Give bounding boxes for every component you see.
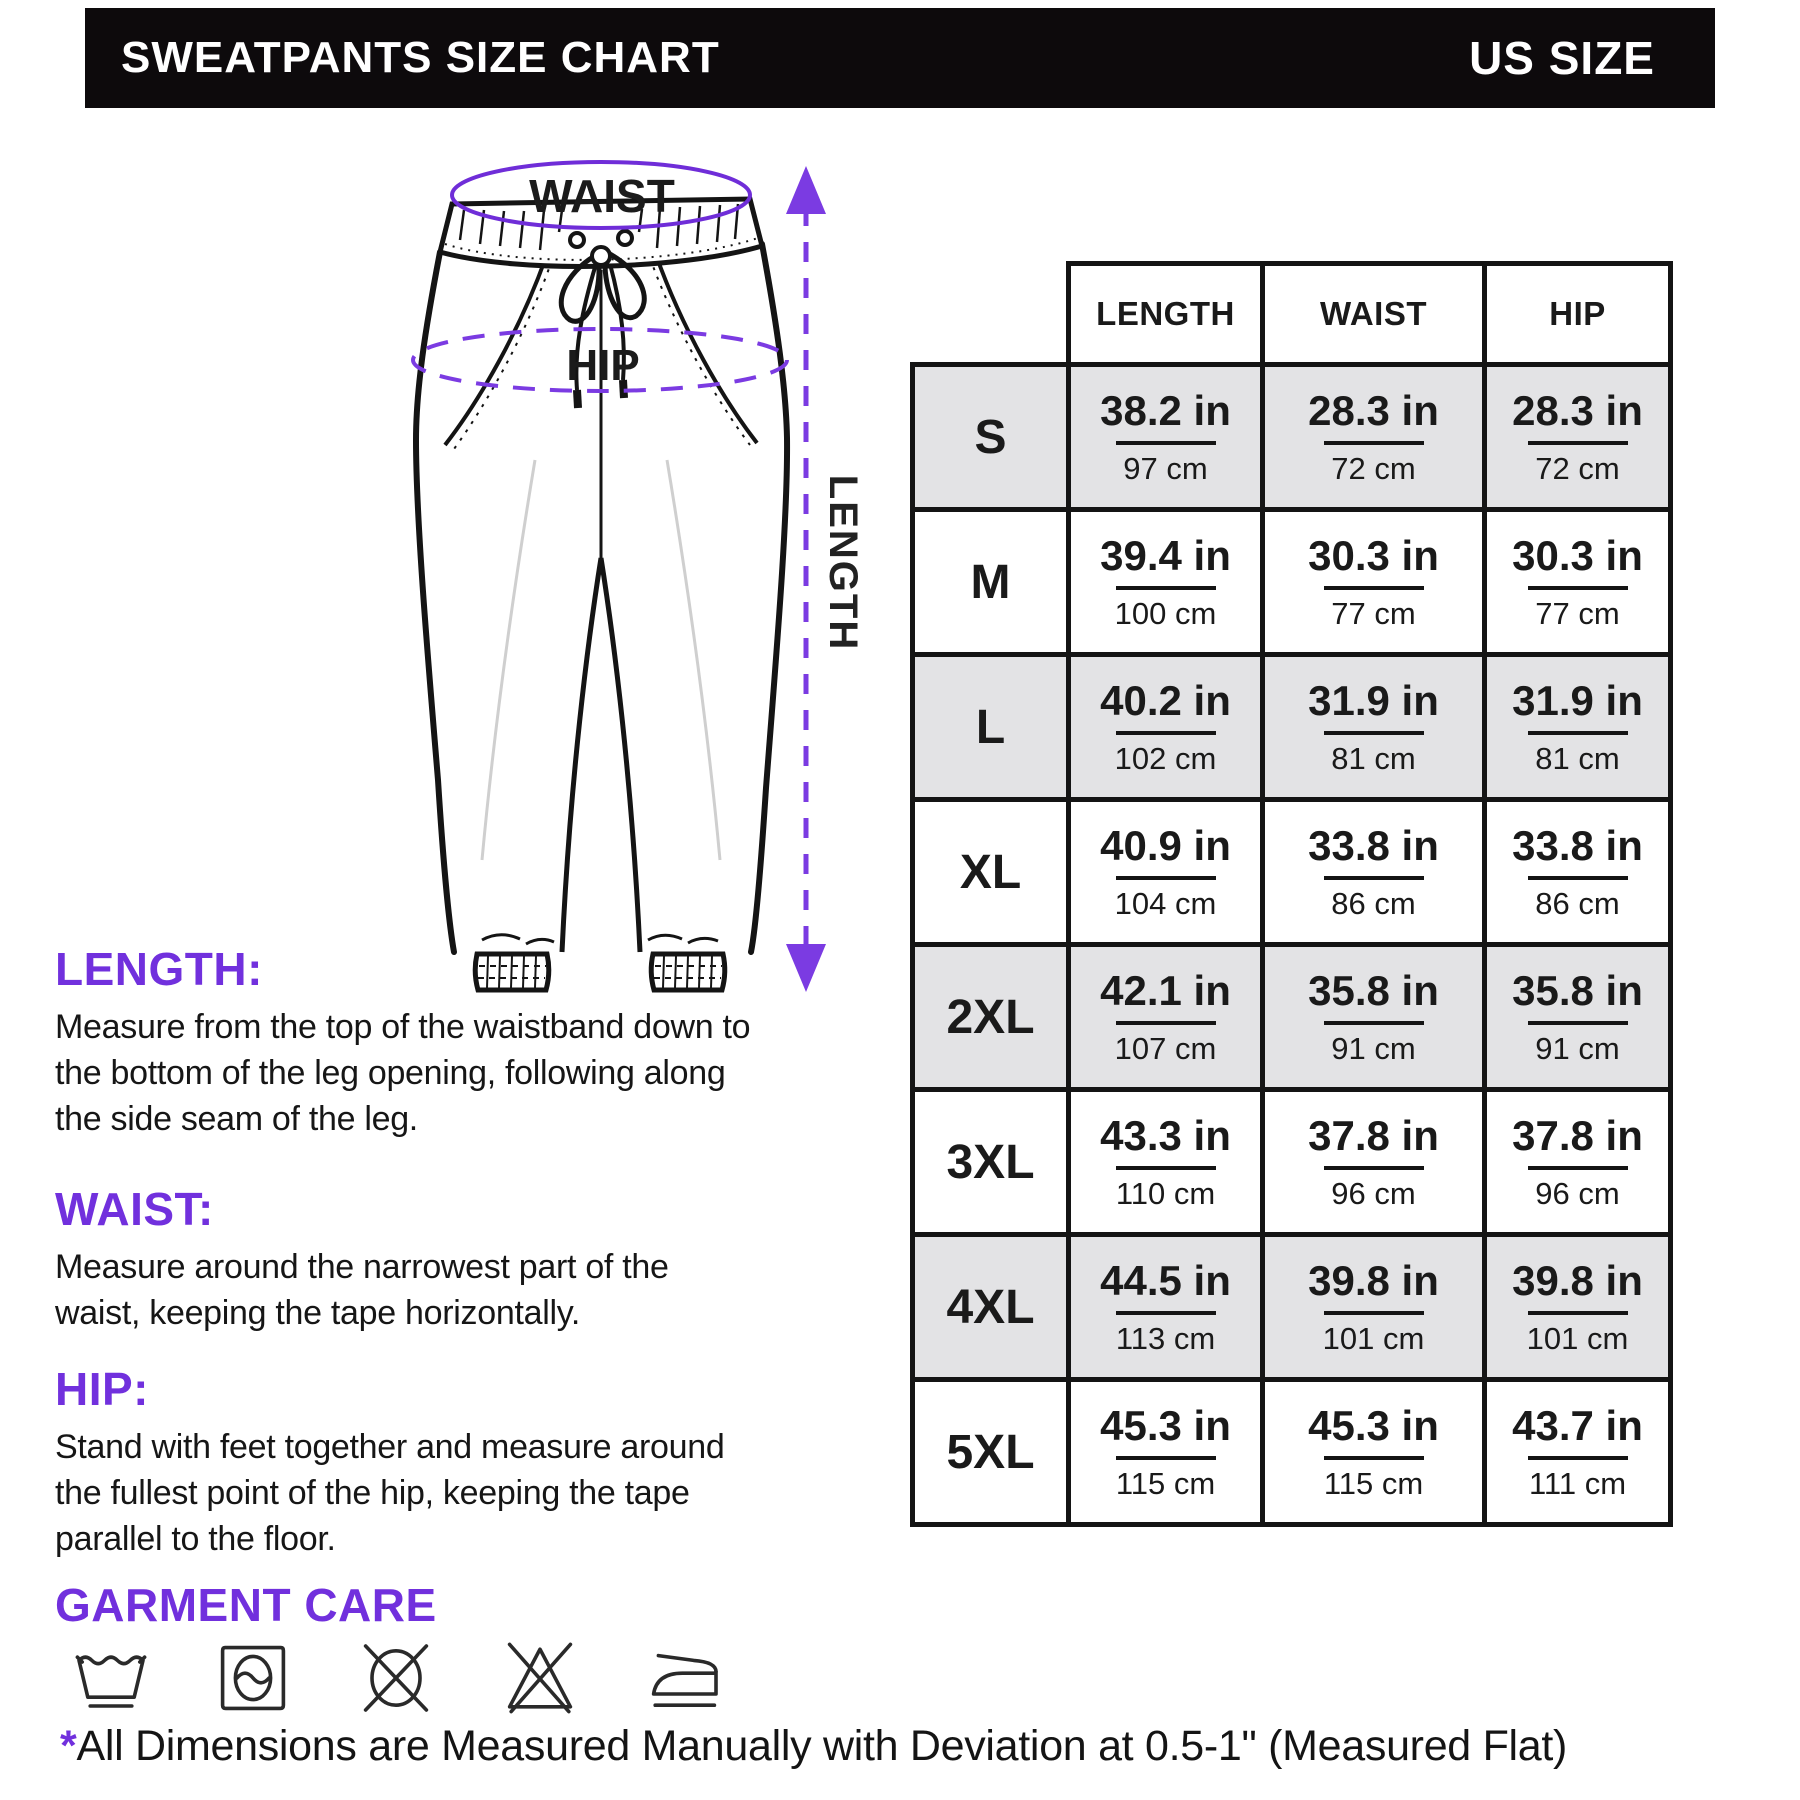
length-section-text: Measure from the top of the waistband down to the bottom of the leg opening, following along the side seam of the leg.	[55, 1008, 751, 1138]
inch-value: 35.8 in	[1265, 970, 1482, 1025]
size-table	[910, 261, 1673, 1527]
size-label: XL	[913, 800, 1069, 945]
cm-value: 81 cm	[1535, 741, 1620, 776]
waist-cell	[1263, 945, 1485, 1090]
inch-value: 30.3 in	[1265, 535, 1482, 590]
wash-tub-icon	[66, 1638, 156, 1718]
cm-value: 81 cm	[1331, 741, 1416, 776]
table-row	[913, 510, 1671, 655]
length-cell	[1069, 945, 1263, 1090]
size-label: 4XL	[913, 1235, 1069, 1380]
cm-value: 91 cm	[1535, 1031, 1620, 1066]
size-region-label: US SIZE	[1469, 32, 1655, 84]
cm-value: 97 cm	[1123, 451, 1208, 486]
length-cell	[1069, 510, 1263, 655]
cm-value: 101 cm	[1526, 1321, 1629, 1356]
table-row	[913, 655, 1671, 800]
cm-value: 77 cm	[1535, 596, 1620, 631]
hip-cell	[1485, 1380, 1671, 1525]
inch-value: 37.8 in	[1487, 1115, 1668, 1170]
waist-cell	[1263, 1090, 1485, 1235]
table-row	[913, 365, 1671, 510]
length-arrow	[786, 166, 826, 992]
inch-value: 40.9 in	[1071, 825, 1260, 880]
cm-value: 107 cm	[1114, 1031, 1217, 1066]
waist-cell	[1263, 1235, 1485, 1380]
cm-value: 100 cm	[1114, 596, 1217, 631]
sweatpants-drawing	[330, 140, 870, 1010]
hip-cell	[1485, 945, 1671, 1090]
do-not-bleach-icon	[494, 1638, 586, 1718]
empty-corner-cell	[913, 264, 1069, 365]
hip-section-heading: HIP:	[55, 1363, 149, 1415]
shading-line	[482, 460, 535, 860]
hip-cell	[1485, 510, 1671, 655]
cm-value: 96 cm	[1331, 1176, 1416, 1211]
cm-value: 111 cm	[1528, 1466, 1627, 1501]
cm-value: 86 cm	[1331, 886, 1416, 921]
inch-value: 40.2 in	[1071, 680, 1260, 735]
do-not-dry-clean-icon	[350, 1638, 442, 1718]
length-cell	[1069, 1090, 1263, 1235]
cm-value: 104 cm	[1114, 886, 1217, 921]
cm-value: 86 cm	[1535, 886, 1620, 921]
size-label: 5XL	[913, 1380, 1069, 1525]
cm-value: 115 cm	[1115, 1466, 1216, 1501]
column-header-length: LENGTH	[1069, 264, 1263, 365]
inch-value: 45.3 in	[1265, 1405, 1482, 1460]
garment-care-heading: GARMENT CARE	[55, 1579, 437, 1631]
waist-section-text: Measure around the narrowest part of the waist, keeping the tape horizontally.	[55, 1248, 669, 1332]
waist-cell	[1263, 1380, 1485, 1525]
iron-icon	[638, 1638, 730, 1718]
inch-value: 43.7 in	[1487, 1405, 1668, 1460]
footnote-asterisk: *	[60, 1722, 77, 1770]
size-label: 2XL	[913, 945, 1069, 1090]
waist-section-heading: WAIST:	[55, 1183, 214, 1235]
length-cell	[1069, 800, 1263, 945]
hip-cell	[1485, 655, 1671, 800]
table-row	[913, 1090, 1671, 1235]
inch-value: 43.3 in	[1071, 1115, 1260, 1170]
inch-value: 28.3 in	[1487, 390, 1668, 445]
column-header-hip: HIP	[1485, 264, 1671, 365]
table-header-row	[913, 264, 1671, 365]
tumble-dry-icon	[208, 1638, 298, 1718]
inch-value: 33.8 in	[1265, 825, 1482, 880]
size-label: S	[913, 365, 1069, 510]
size-label: 3XL	[913, 1090, 1069, 1235]
inch-value: 38.2 in	[1071, 390, 1260, 445]
size-label: L	[913, 655, 1069, 800]
inch-value: 37.8 in	[1265, 1115, 1482, 1170]
cm-value: 102 cm	[1114, 741, 1217, 776]
left-cuff	[475, 935, 554, 990]
waist-cell	[1263, 655, 1485, 800]
inch-value: 39.8 in	[1265, 1260, 1482, 1315]
inch-value: 33.8 in	[1487, 825, 1668, 880]
inch-value: 28.3 in	[1265, 390, 1482, 445]
size-label: M	[913, 510, 1069, 655]
garment-care-icons	[66, 1638, 730, 1718]
right-cuff	[648, 935, 725, 990]
length-cell	[1069, 1380, 1263, 1525]
cm-value: 101 cm	[1322, 1321, 1425, 1356]
inch-value: 31.9 in	[1265, 680, 1482, 735]
length-cell	[1069, 365, 1263, 510]
waist-cell	[1263, 800, 1485, 945]
length-section-heading: LENGTH:	[55, 943, 263, 995]
inch-value: 45.3 in	[1071, 1405, 1260, 1460]
inch-value: 31.9 in	[1487, 680, 1668, 735]
table-row	[913, 800, 1671, 945]
length-cell	[1069, 1235, 1263, 1380]
header-bar	[85, 8, 1715, 108]
cm-value: 113 cm	[1115, 1321, 1216, 1356]
footnote-text: All Dimensions are Measured Manually with Deviation at 0.5-1" (Measured Flat)	[76, 1722, 1568, 1770]
inch-value: 39.8 in	[1487, 1260, 1668, 1315]
table-row	[913, 1380, 1671, 1525]
inch-value: 30.3 in	[1487, 535, 1668, 590]
cm-value: 77 cm	[1331, 596, 1416, 631]
cm-value: 72 cm	[1535, 451, 1620, 486]
waist-cell	[1263, 510, 1485, 655]
hip-cell	[1485, 1235, 1671, 1380]
inch-value: 39.4 in	[1071, 535, 1260, 590]
waist-cell	[1263, 365, 1485, 510]
cm-value: 72 cm	[1331, 451, 1416, 486]
table-row	[913, 945, 1671, 1090]
cm-value: 115 cm	[1323, 1466, 1424, 1501]
hip-cell	[1485, 365, 1671, 510]
hip-label: HIP	[566, 341, 640, 390]
footnote	[60, 1722, 1567, 1771]
sweatpants-diagram	[330, 140, 870, 1010]
waist-label: WAIST	[529, 170, 675, 222]
hip-section-text: Stand with feet together and measure around the fullest point of the hip, keeping the tape parallel to the floor.	[55, 1428, 725, 1558]
table-row	[913, 1235, 1671, 1380]
inch-value: 44.5 in	[1071, 1260, 1260, 1315]
hip-cell	[1485, 800, 1671, 945]
cm-value: 110 cm	[1115, 1176, 1216, 1211]
inch-value: 35.8 in	[1487, 970, 1668, 1025]
shading-line	[667, 460, 720, 860]
column-header-waist: WAIST	[1263, 264, 1485, 365]
cm-value: 96 cm	[1535, 1176, 1620, 1211]
length-label: LENGTH	[821, 474, 865, 652]
page-title: SWEATPANTS SIZE CHART	[121, 33, 720, 82]
length-cell	[1069, 655, 1263, 800]
cm-value: 91 cm	[1331, 1031, 1416, 1066]
hip-cell	[1485, 1090, 1671, 1235]
inch-value: 42.1 in	[1071, 970, 1260, 1025]
